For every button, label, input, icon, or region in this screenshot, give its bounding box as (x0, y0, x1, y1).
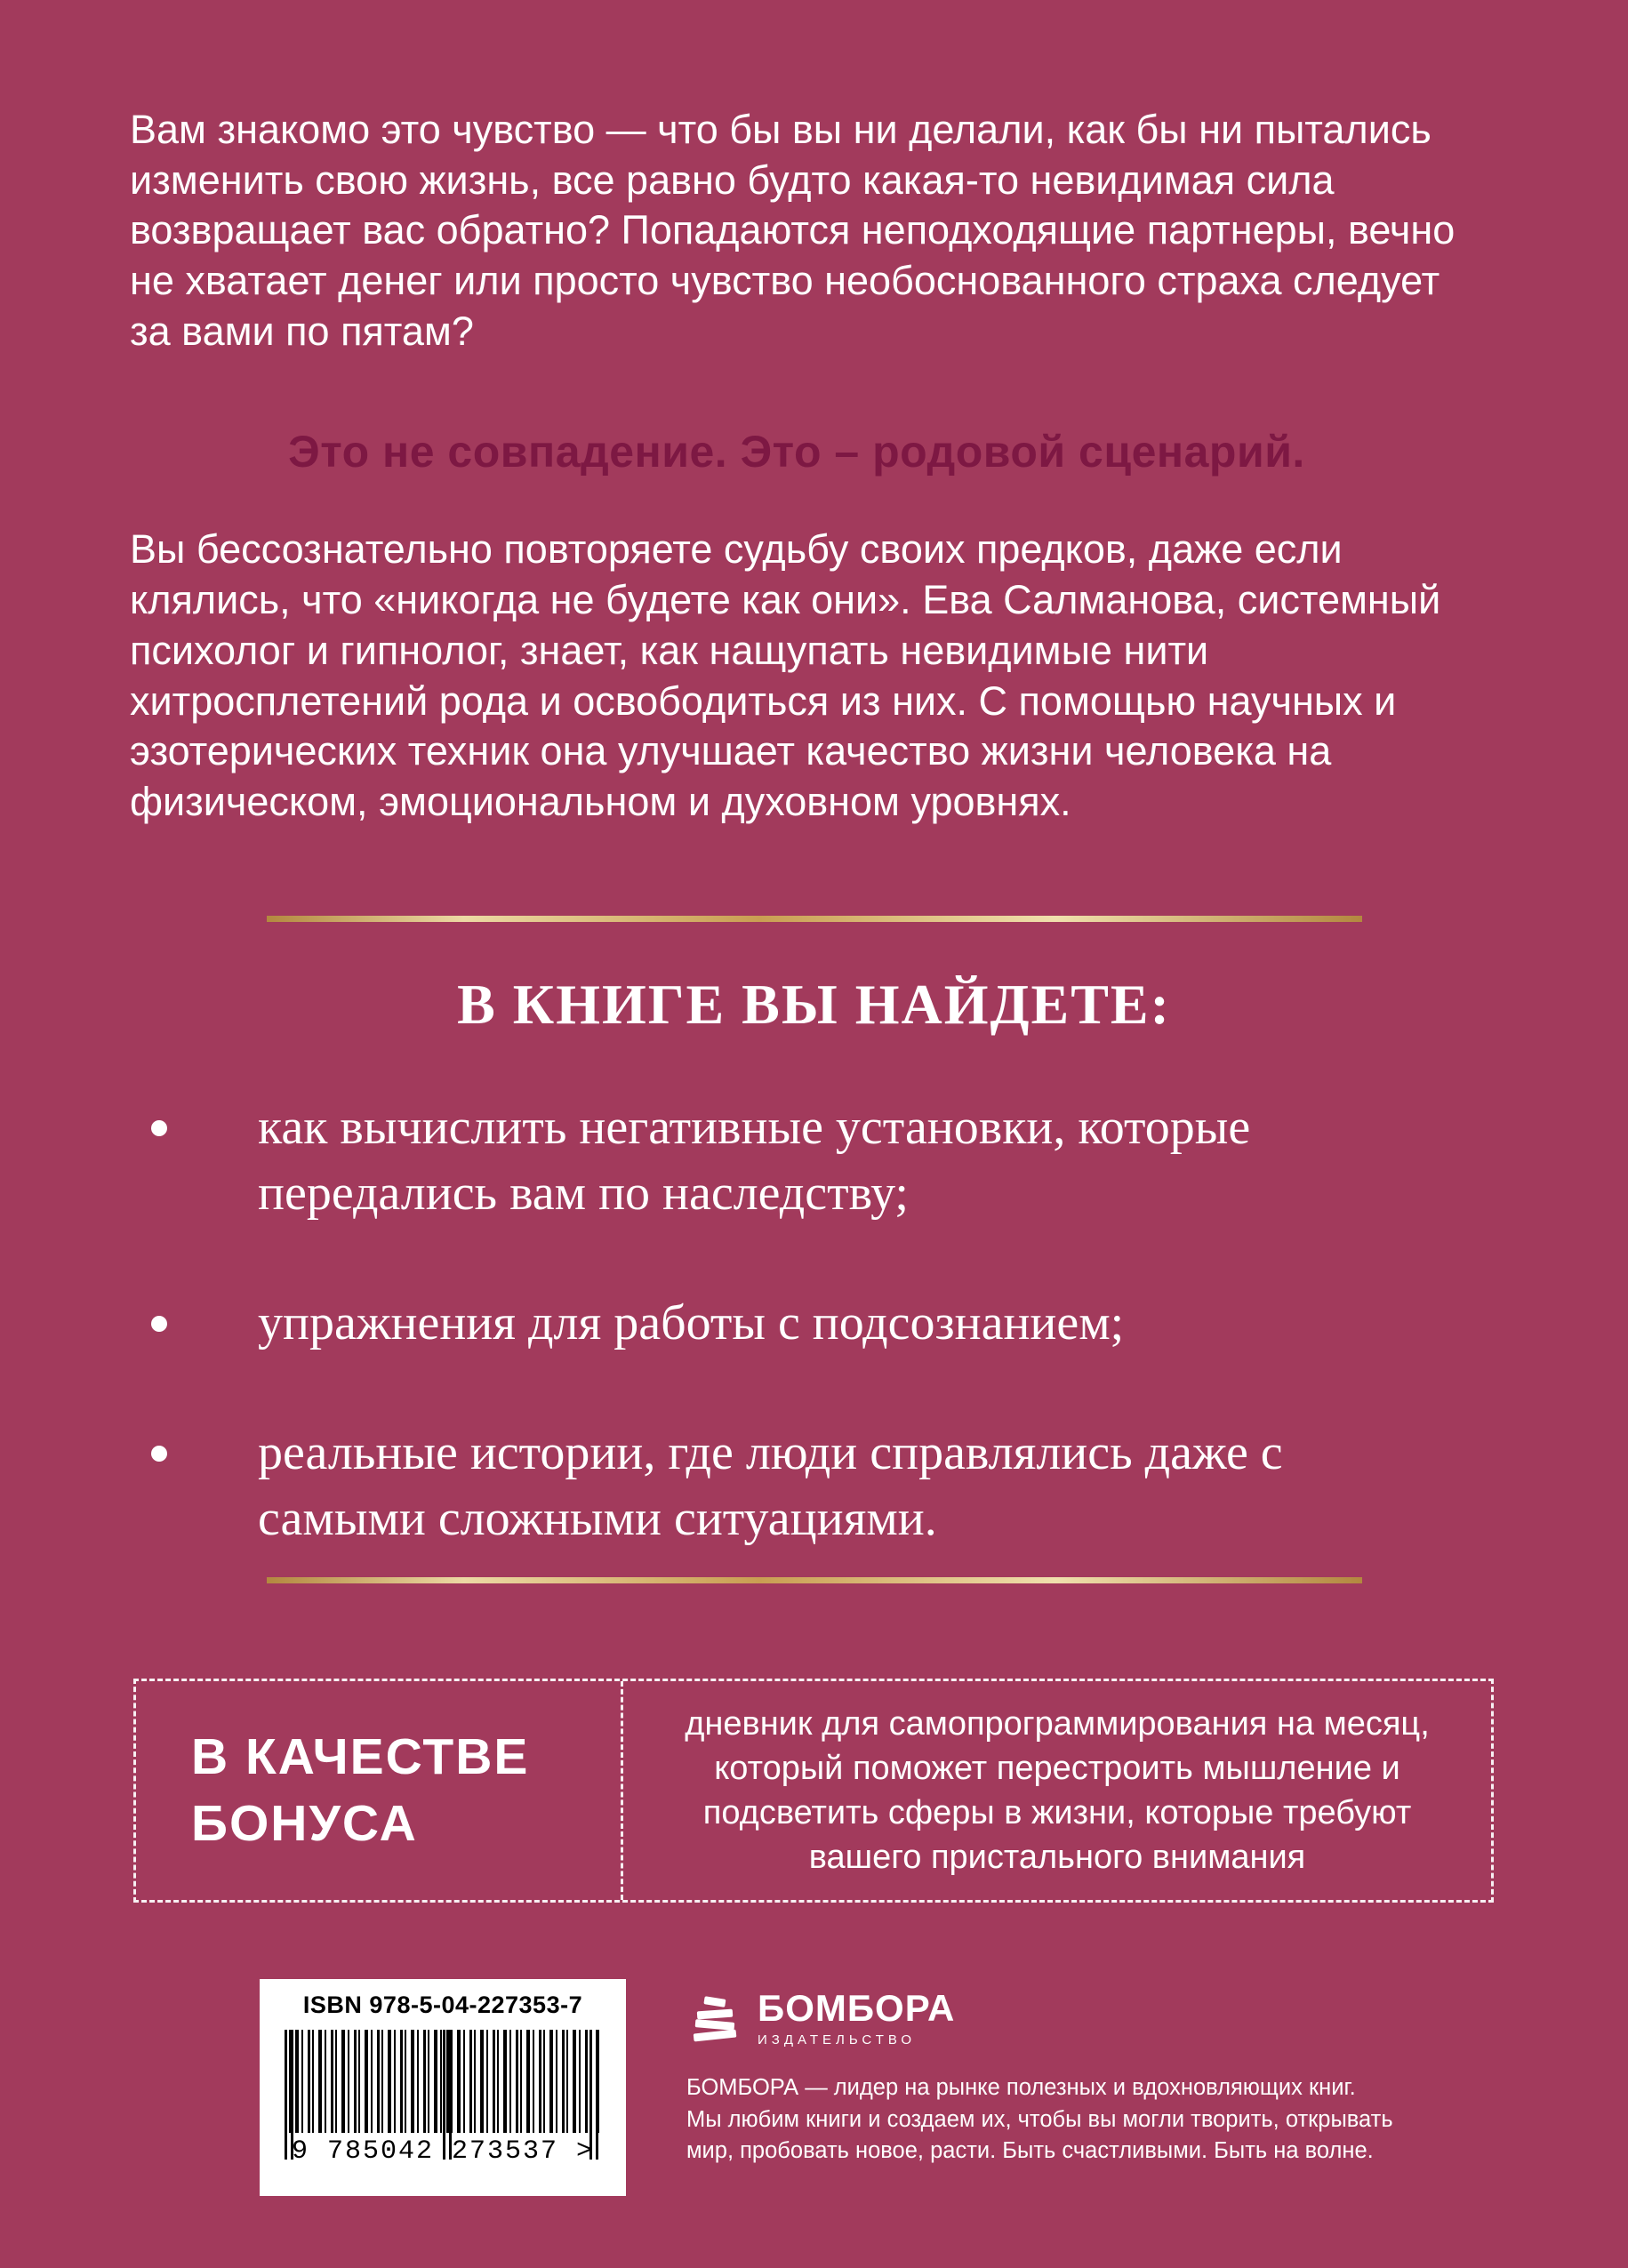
tagline: Это не совпадение. Это – родовой сценарий. (288, 427, 1305, 477)
publisher-logo (686, 1987, 1469, 2048)
bullet-text: упражнения для работы с подсознанием; (258, 1294, 1125, 1350)
isbn-barcode-block (260, 1979, 626, 2196)
publisher-subtitle: ИЗДАТЕЛЬСТВО (758, 2032, 917, 2048)
publisher-names (758, 1987, 956, 2048)
bombora-books-stack-icon (686, 1991, 743, 2048)
bullet-dot-icon (151, 1446, 167, 1462)
list-item (151, 1291, 1351, 1357)
list-item (151, 1421, 1351, 1552)
bullet-list (151, 1095, 1351, 1616)
publisher-name: БОМБОРА (758, 1987, 956, 2029)
publisher-description-line: Мы любим книги и создаем их, чтобы вы могли творить, открывать (686, 2106, 1393, 2132)
bonus-text: дневник для самопрограммирования на месяц, который поможет перестроить мышление и подсветить сферы в жизни, которые требуют вашего пристального внимания (685, 1704, 1430, 1877)
publisher-description-line: мир, пробовать новое, расти. Быть счастливыми. Быть на волне. (686, 2138, 1374, 2164)
list-item (151, 1095, 1351, 1227)
bonus-box (133, 1679, 1494, 1903)
bullet-text: реальные истории, где люди справлялись даже с самыми сложными ситуациями. (258, 1424, 1283, 1546)
barcode-icon (285, 2030, 601, 2133)
publisher-description (686, 2072, 1469, 2168)
publisher-block (686, 1987, 1469, 2168)
intro-paragraph-1: Вам знакомо это чувство — что бы вы ни делали, как бы ни пытались изменить свою жизнь, все равно будто какая-то невидимая сила возвращает вас обратно? Попадаются неподходящие партнеры, вечно не хватает денег или просто чувство необоснованного страха следует за вами по пятам? (130, 107, 1456, 354)
section-heading: В КНИГЕ ВЫ НАЙДЕТЕ: (457, 973, 1171, 1036)
bullet-dot-icon (151, 1120, 167, 1136)
bullet-dot-icon (151, 1316, 167, 1332)
intro-paragraph-2: Вы бессознательно повторяете судьбу своих предков, даже если клялись, что «никогда не будете как они». Ева Салманова, системный психолог и гипнолог, знает, как нащупать невидимые нити хитросплетений рода и освободиться из них. С помощью научных и эзотерических техник она улучшает качество жизни человека на физическом, эмоциональном и духовном уровнях. (130, 526, 1441, 824)
bullet-text: как вычислить негативные установки, которые передались вам по наследству; (258, 1100, 1251, 1221)
bonus-label: В КАЧЕСТВЕ БОНУСА (136, 1681, 623, 1900)
gold-divider-top (267, 916, 1362, 922)
barcode-digits: 9 785042 273537 > (291, 2136, 595, 2167)
intro-section (130, 105, 1464, 828)
isbn-number: ISBN 978-5-04-227353-7 (302, 1992, 583, 2018)
publisher-description-line: БОМБОРА — лидер на рынке полезных и вдохновляющих книг. (686, 2075, 1356, 2100)
gold-divider-bottom (267, 1577, 1362, 1583)
